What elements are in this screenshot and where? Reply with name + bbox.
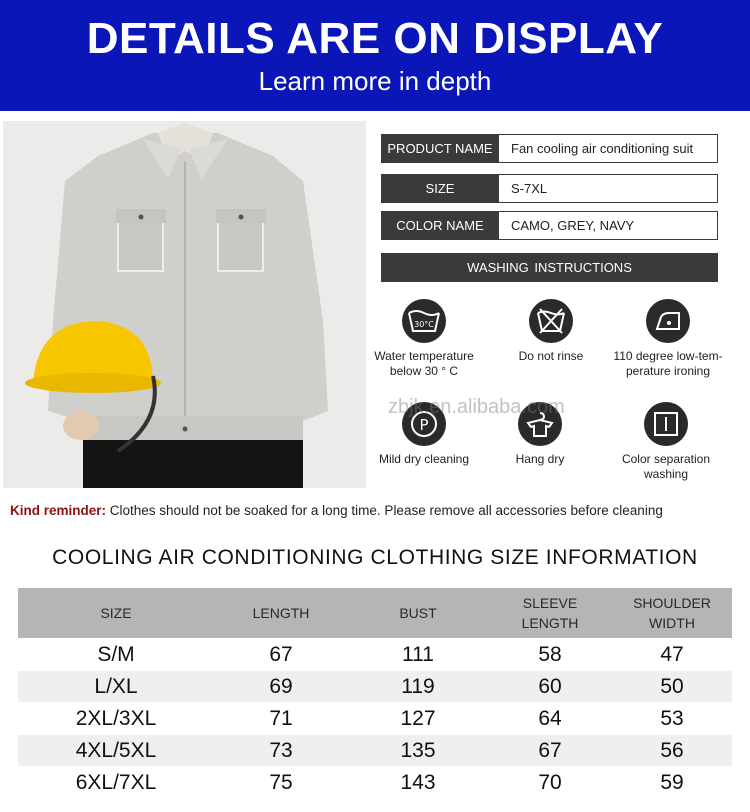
care-item-do-not-rinse: [491, 299, 611, 364]
cell-bust: 143: [400, 770, 436, 794]
care-caption: Do not rinse: [518, 349, 584, 363]
size-table-title: COOLING AIR CONDITIONING CLOTHING SIZE INFORMATION: [52, 546, 698, 569]
cell-size: 2XL/3XL: [75, 706, 157, 730]
spec-value: S-7XL: [499, 174, 718, 203]
care-caption: 110 degree low-tem- perature ironing: [613, 349, 723, 378]
col-header-size: SIZE: [100, 605, 132, 621]
cell-size: 6XL/7XL: [75, 770, 157, 794]
cell-bust: 111: [402, 642, 434, 666]
spec-label: SIZE: [381, 174, 499, 203]
col-header-bust: BUST: [399, 605, 437, 621]
col-header-shoulder-width: SHOULDER WIDTH: [633, 595, 711, 631]
cell-size: L/XL: [94, 674, 138, 698]
cell-size: S/M: [97, 642, 135, 666]
product-photo: [3, 121, 366, 488]
cell-length: 71: [269, 706, 293, 730]
size-table-header: [18, 588, 732, 638]
table-row: [18, 639, 732, 670]
cell-length: 67: [269, 642, 293, 666]
care-caption: Mild dry cleaning: [378, 452, 470, 466]
care-item-color-separation: [606, 402, 726, 482]
cell-sleeve-length: 58: [538, 642, 562, 666]
cell-shoulder-width: 53: [660, 706, 684, 730]
cell-shoulder-width: 56: [660, 738, 684, 762]
cell-shoulder-width: 59: [660, 770, 684, 794]
iron-110-icon: [646, 299, 690, 343]
cell-length: 73: [269, 738, 293, 762]
watermark: zbjk.en.alibaba.com: [388, 396, 565, 418]
care-caption: Water temperature below 30 ° C: [374, 349, 474, 378]
spec-value: CAMO, GREY, NAVY: [499, 211, 718, 240]
care-caption: Color separation washing: [621, 452, 711, 481]
col-header-length: LENGTH: [252, 605, 310, 621]
table-row: [18, 703, 732, 734]
spec-label: COLOR NAME: [381, 211, 499, 240]
wash-30c-icon: [402, 299, 446, 343]
banner-title: DETAILS ARE ON DISPLAY: [86, 14, 664, 63]
washing-instructions-heading: WASHING INSTRUCTIONS: [381, 253, 718, 282]
do-not-rinse-icon: [529, 299, 573, 343]
cell-sleeve-length: 60: [538, 674, 562, 698]
wash-temp-label: 30°C: [414, 320, 434, 329]
cell-length: 69: [269, 674, 293, 698]
cell-size: 4XL/5XL: [75, 738, 157, 762]
cell-sleeve-length: 67: [538, 738, 562, 762]
reminder-key: Kind reminder:: [10, 503, 107, 518]
cell-bust: 127: [400, 706, 436, 730]
header-banner: [0, 0, 750, 111]
cell-shoulder-width: 47: [660, 642, 684, 666]
col-header-sleeve-length: SLEEVE LENGTH: [521, 595, 579, 631]
spec-row-product-name: [381, 134, 718, 163]
cell-bust: 119: [401, 674, 435, 698]
spec-row-size: [381, 174, 718, 203]
banner-subtitle: Learn more in depth: [258, 66, 492, 96]
cell-shoulder-width: 50: [660, 674, 684, 698]
jacket-illustration: [3, 121, 366, 488]
table-row: [18, 767, 732, 798]
cell-sleeve-length: 70: [538, 770, 562, 794]
spec-label: PRODUCT NAME: [381, 134, 499, 163]
cell-bust: 135: [400, 738, 436, 762]
table-row: [18, 671, 732, 702]
dry-clean-letter: P: [419, 416, 429, 434]
care-caption: Hang dry: [515, 452, 565, 466]
kind-reminder: [10, 503, 663, 518]
cell-sleeve-length: 64: [538, 706, 562, 730]
care-item-low-temperature-ironing: [608, 299, 728, 379]
reminder-text: Clothes should not be soaked for a long time. Please remove all accessories before cleaning: [106, 503, 663, 518]
separate-wash-icon: [644, 402, 688, 446]
cell-length: 75: [269, 770, 293, 794]
table-row: [18, 735, 732, 766]
spec-value: Fan cooling air conditioning suit: [499, 134, 718, 163]
care-item-wash-temperature: [364, 299, 484, 379]
spec-row-color-name: [381, 211, 718, 240]
